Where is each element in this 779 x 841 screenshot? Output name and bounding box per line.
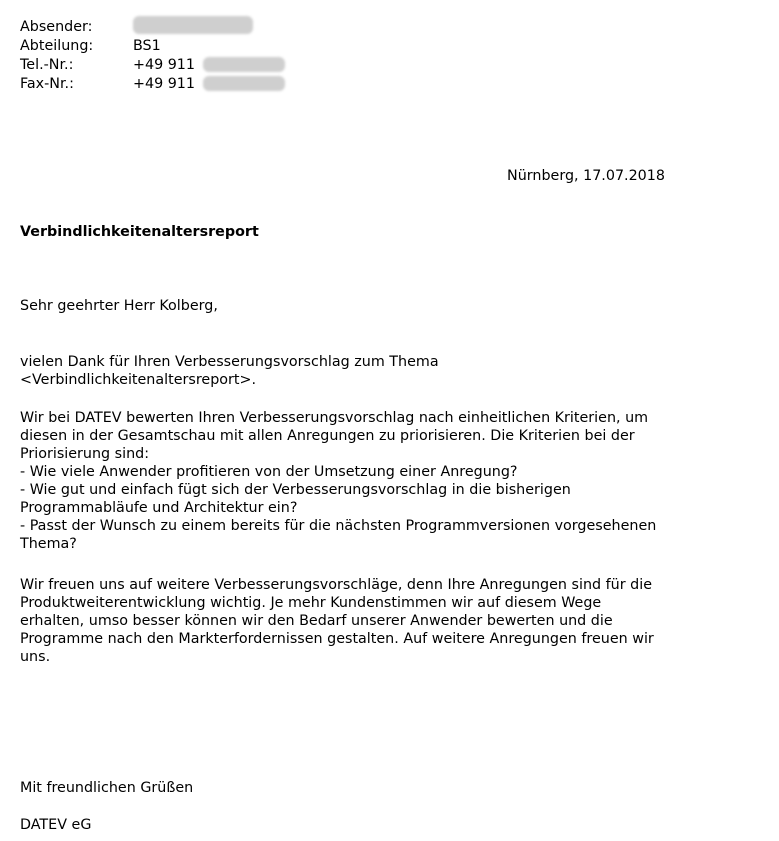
paragraph-line: vielen Dank für Ihren Verbesserungsvorschlag zum Thema bbox=[20, 354, 439, 370]
paragraph-criteria bbox=[20, 409, 720, 553]
phone-value: +49 911 bbox=[133, 57, 196, 73]
phone-label: Tel.-Nr.: bbox=[20, 57, 74, 73]
redacted-fax bbox=[203, 76, 285, 91]
paragraph-line: Programme nach den Markterfordernissen gestalten. Auf weitere Anregungen freuen wir bbox=[20, 631, 654, 647]
paragraph-line: Produktweiterentwicklung wichtig. Je mehr Kundenstimmen wir auf diesem Wege bbox=[20, 595, 602, 611]
fax-value: +49 911 bbox=[133, 76, 196, 92]
date-line: Nürnberg, 17.07.2018 bbox=[507, 168, 665, 184]
subject-title: Verbindlichkeitenaltersreport bbox=[20, 224, 259, 240]
paragraph-line: <Verbindlichkeitenaltersreport>. bbox=[20, 372, 257, 388]
sender-label: Absender: bbox=[20, 19, 93, 35]
redacted-sender-name bbox=[133, 16, 253, 34]
department-value: BS1 bbox=[133, 38, 161, 54]
paragraph-line: Priorisierung sind: bbox=[20, 446, 150, 462]
criteria-item: - Wie viele Anwender profitieren von der Umsetzung einer Anregung? bbox=[20, 464, 518, 480]
criteria-item: - Passt der Wunsch zu einem bereits für die nächsten Programmversionen vorgesehenen bbox=[20, 518, 657, 534]
criteria-item: - Wie gut und einfach fügt sich der Verbesserungsvorschlag in die bisherigen bbox=[20, 482, 571, 498]
paragraph-line: erhalten, umso besser können wir den Bedarf unserer Anwender bewerten und die bbox=[20, 613, 613, 629]
salutation: Sehr geehrter Herr Kolberg, bbox=[20, 298, 218, 314]
paragraph-line: uns. bbox=[20, 649, 51, 665]
department-label: Abteilung: bbox=[20, 38, 94, 54]
redacted-phone bbox=[203, 57, 285, 72]
paragraph-thanks bbox=[20, 353, 720, 389]
paragraph-outlook bbox=[20, 576, 720, 666]
paragraph-line: Wir freuen uns auf weitere Verbesserungsvorschläge, denn Ihre Anregungen sind für die bbox=[20, 577, 652, 593]
signature: DATEV eG bbox=[20, 817, 92, 833]
paragraph-line: diesen in der Gesamtschau mit allen Anregungen zu priorisieren. Die Kriterien bei der bbox=[20, 428, 635, 444]
paragraph-line: Wir bei DATEV bewerten Ihren Verbesserungsvorschlag nach einheitlichen Kriterien, um bbox=[20, 410, 649, 426]
closing: Mit freundlichen Grüßen bbox=[20, 780, 194, 796]
paragraph-line: Programmabläufe und Architektur ein? bbox=[20, 500, 298, 516]
paragraph-line: Thema? bbox=[20, 536, 77, 552]
fax-label: Fax-Nr.: bbox=[20, 76, 74, 92]
